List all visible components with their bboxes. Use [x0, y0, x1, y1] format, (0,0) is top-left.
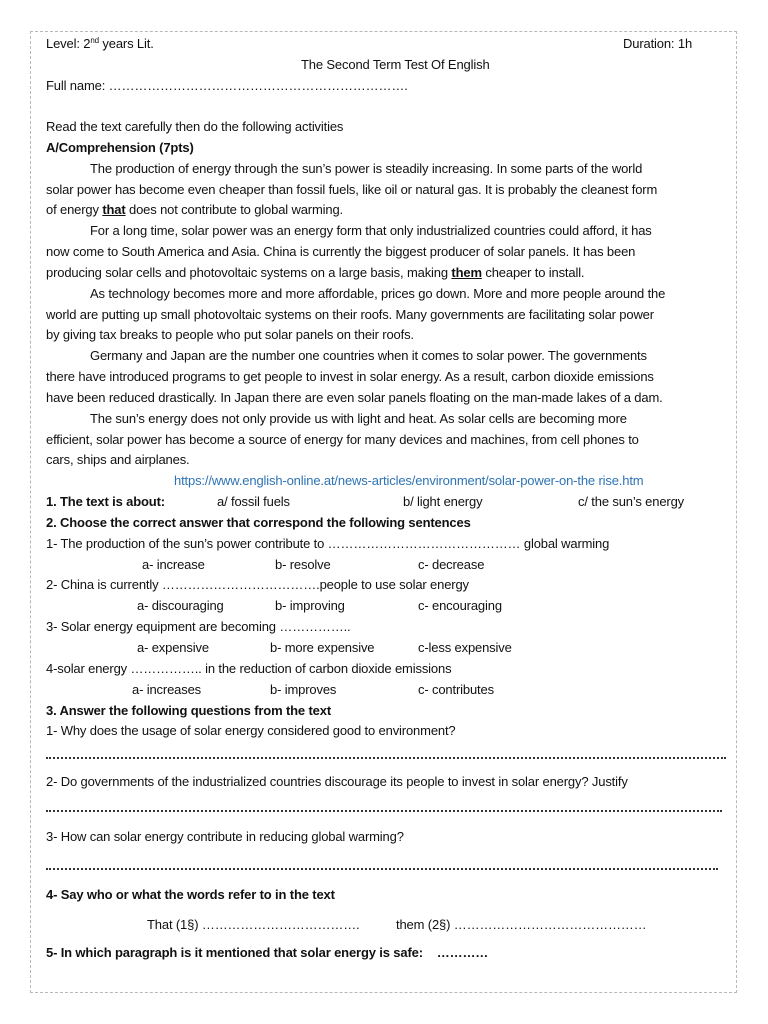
q3-label: 3. Answer the following questions from the text [46, 703, 331, 718]
q3-question-3: 3- How can solar energy contribute in reducing global warming? [46, 829, 404, 844]
q4-them-answer-field[interactable]: them (2§) ……………………………………… [396, 917, 647, 932]
q3-answer-line-1[interactable] [46, 757, 726, 759]
source-link[interactable]: https://www.english-online.at/news-articles/environment/solar-power-on-the rise.htm [174, 473, 644, 488]
q3-answer-line-2[interactable] [46, 810, 722, 812]
q2-item1-text: 1- The production of the sun’s power contribute to ……………………………………… global warming [46, 536, 610, 551]
passage-p4-line1: Germany and Japan are the number one countries when it comes to solar power. The governments [90, 348, 647, 363]
passage-p2-line3: producing solar cells and photovoltaic systems on a large basis, making them cheaper to install. [46, 265, 585, 280]
q2-item4-text: 4-solar energy …………….. in the reduction of carbon dioxide emissions [46, 661, 452, 676]
q3-question-1: 1- Why does the usage of solar energy considered good to environment? [46, 723, 456, 738]
q1-label: 1. The text is about: [46, 494, 165, 509]
q2-item2-text: 2- China is currently ……………………………….people to use solar energy [46, 577, 469, 592]
q4-label: 4- Say who or what the words refer to in the text [46, 887, 335, 902]
duration-label: Duration: 1h [623, 36, 693, 51]
q1-option-c[interactable]: c/ the sun’s energy [578, 494, 685, 509]
test-title: The Second Term Test Of English [301, 57, 490, 72]
q1-option-b[interactable]: b/ light energy [403, 494, 483, 509]
q3-answer-line-3[interactable] [46, 868, 718, 870]
q2-label: 2. Choose the correct answer that correspond the following sentences [46, 515, 471, 530]
q2-item3-option-c[interactable]: c-less expensive [418, 640, 512, 655]
q2-item1-option-a[interactable]: a- increase [142, 557, 205, 572]
passage-p5-line1: The sun’s energy does not only provide us with light and heat. As solar cells are becoming more [90, 411, 627, 426]
q2-item1-option-b[interactable]: b- resolve [275, 557, 331, 572]
q1-option-a[interactable]: a/ fossil fuels [217, 494, 290, 509]
q2-item3-text: 3- Solar energy equipment are becoming …………….. [46, 619, 351, 634]
q2-item4-option-c[interactable]: c- contributes [418, 682, 494, 697]
passage-p2-line2: now come to South America and Asia. China is currently the biggest producer of solar panels. It has been [46, 244, 636, 259]
q2-item3-option-b[interactable]: b- more expensive [270, 640, 375, 655]
passage-p3-line3: by giving tax breaks to people who put solar panels on their roofs. [46, 327, 414, 342]
passage-p1-line2: solar power has become even cheaper than fossil fuels, like oil or natural gas. It is probably the cleanest form [46, 182, 658, 197]
reference-word-that: that [102, 202, 126, 217]
reference-word-them: them [451, 265, 482, 280]
passage-p4-line2: there have introduced programs to get people to invest in solar energy. As a result, carbon dioxide emissions [46, 369, 654, 384]
passage-p1-line3: of energy that does not contribute to global warming. [46, 202, 344, 217]
passage-p5-line3: cars, ships and airplanes. [46, 452, 190, 467]
q2-item1-option-c[interactable]: c- decrease [418, 557, 485, 572]
q2-item3-option-a[interactable]: a- expensive [137, 640, 209, 655]
q4-that-answer-field[interactable]: That (1§) ………………………………. [147, 917, 360, 932]
q2-item2-option-c[interactable]: c- encouraging [418, 598, 502, 613]
q5-label: 5- In which paragraph is it mentioned that solar energy is safe: ………… [46, 945, 489, 960]
q2-item4-option-b[interactable]: b- improves [270, 682, 337, 697]
section-heading-comprehension: A/Comprehension (7pts) [46, 140, 194, 155]
q3-question-2: 2- Do governments of the industrialized countries discourage its people to invest in solar energy? Justify [46, 774, 628, 789]
passage-p4-line3: have been reduced drastically. In Japan there are even solar panels floating on the man-made lakes of a dam. [46, 390, 663, 405]
level-label: Level: 2nd years Lit. [46, 36, 154, 51]
q5-answer-field[interactable]: ………… [436, 945, 489, 960]
passage-p3-line1: As technology becomes more and more affordable, prices go down. More and more people around the [90, 286, 666, 301]
q2-item2-option-b[interactable]: b- improving [275, 598, 345, 613]
passage-p2-line1: For a long time, solar power was an energy form that only industrialized countries could afford, it has [90, 223, 652, 238]
instructions: Read the text carefully then do the following activities [46, 119, 344, 134]
full-name-field[interactable]: Full name: ……………………………………………………………. [46, 78, 408, 93]
passage-p5-line2: efficient, solar power has become a source of energy for many devices and machines, from cell phones to [46, 432, 639, 447]
q2-item4-option-a[interactable]: a- increases [132, 682, 202, 697]
q2-item2-option-a[interactable]: a- discouraging [137, 598, 224, 613]
passage-p3-line2: world are putting up small photovoltaic systems on their roofs. Many governments are facilitating solar power [46, 307, 654, 322]
passage-p1-line1: The production of energy through the sun’s power is steadily increasing. In some parts of the world [90, 161, 643, 176]
